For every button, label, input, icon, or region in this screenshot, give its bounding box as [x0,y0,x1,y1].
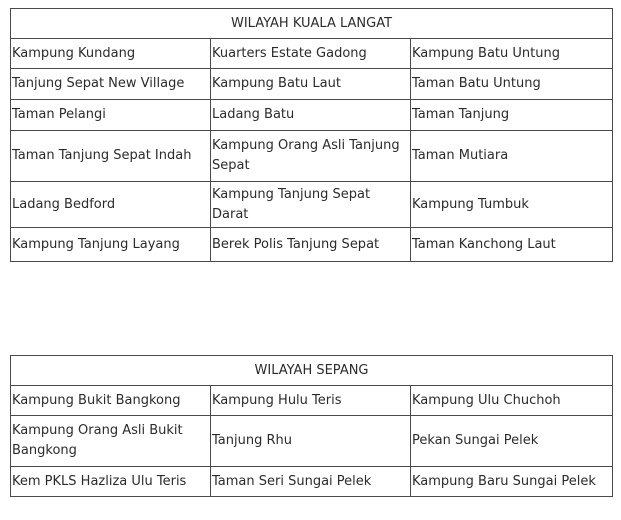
table-cell: Ladang Bedford [11,182,211,228]
table-cell: Pekan Sungai Pelek [411,416,613,467]
table-cell: Tanjung Rhu [211,416,411,467]
table-row [11,416,613,467]
table-cell: Kampung Tanjung Layang [11,228,211,262]
table-wilayah-kuala-langat [10,8,613,262]
table-cell: Kampung Orang Asli Tanjung Sepat [211,131,411,182]
table-row [11,69,613,100]
table-row [11,386,613,416]
table-wilayah-sepang [10,355,613,497]
table-cell: Taman Mutiara [411,131,613,182]
table-cell: Tanjung Sepat New Village [11,69,211,100]
table-cell: Kampung Hulu Teris [211,386,411,416]
table-cell: Kampung Ulu Chuchoh [411,386,613,416]
table-cell: Kem PKLS Hazliza Ulu Teris [11,467,211,497]
table-cell: Kampung Tumbuk [411,182,613,228]
table-cell: Kampung Kundang [11,39,211,69]
table-cell: Kuarters Estate Gadong [211,39,411,69]
table-cell: Kampung Batu Laut [211,69,411,100]
table-cell: Berek Polis Tanjung Sepat [211,228,411,262]
table-cell: Kampung Orang Asli Bukit Bangkong [11,416,211,467]
table-cell: Kampung Batu Untung [411,39,613,69]
table-cell: Taman Tanjung [411,100,613,131]
table-cell: Kampung Bukit Bangkong [11,386,211,416]
table-row [11,131,613,182]
table-title: WILAYAH SEPANG [11,356,613,386]
table-cell: Taman Tanjung Sepat Indah [11,131,211,182]
table-cell: Kampung Tanjung Sepat Darat [211,182,411,228]
table-row [11,39,613,69]
table-row [11,467,613,497]
table-cell: Taman Seri Sungai Pelek [211,467,411,497]
table-row [11,100,613,131]
table-title: WILAYAH KUALA LANGAT [11,9,613,39]
table-row [11,182,613,228]
table-cell: Ladang Batu [211,100,411,131]
table-cell: Taman Batu Untung [411,69,613,100]
table-cell: Taman Pelangi [11,100,211,131]
table-row [11,228,613,262]
table-cell: Kampung Baru Sungai Pelek [411,467,613,497]
table-cell: Taman Kanchong Laut [411,228,613,262]
